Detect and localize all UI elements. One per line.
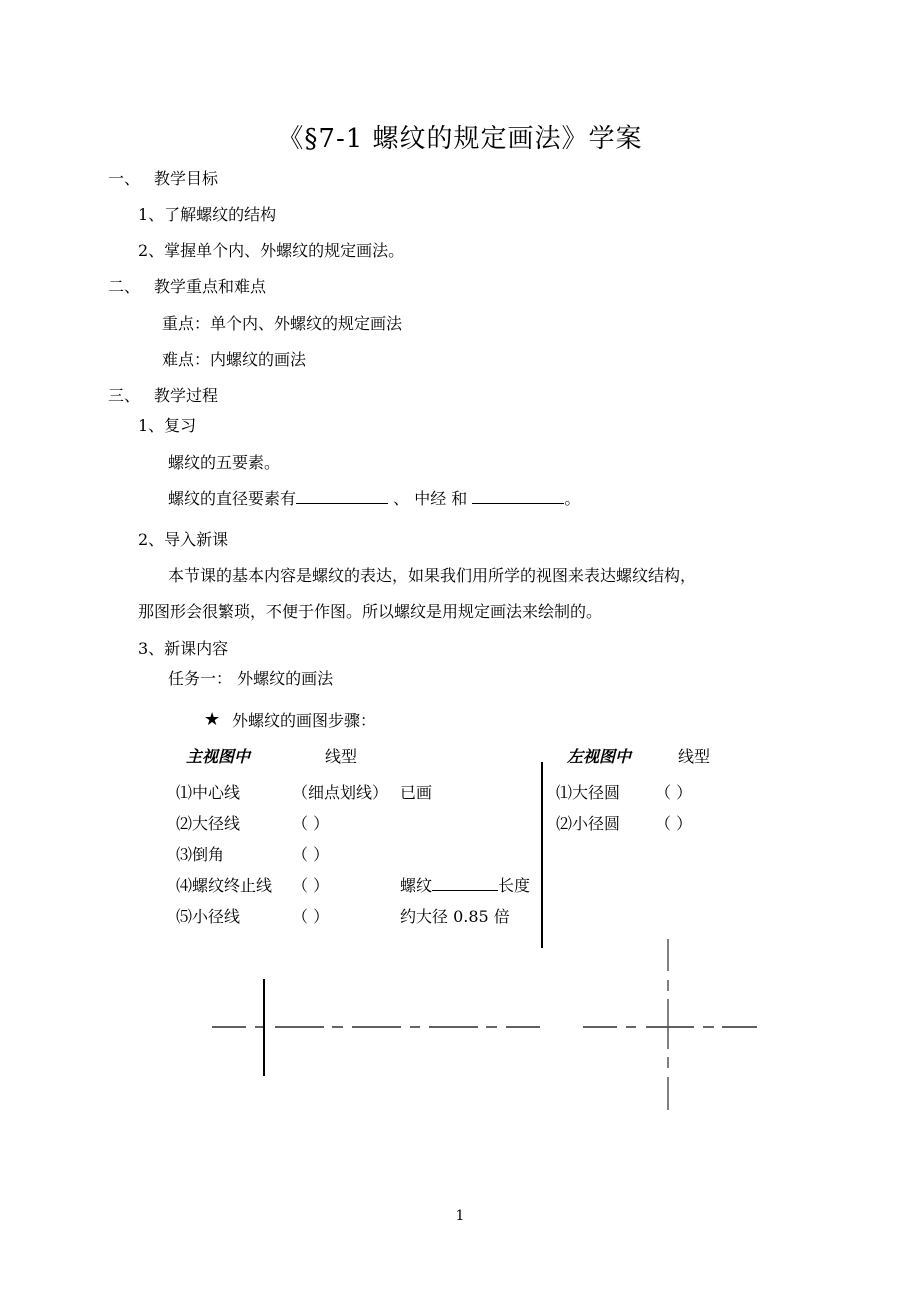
- intro-heading: 2、导入新课: [138, 530, 229, 549]
- main-view-line-type-label: 线型: [325, 747, 358, 766]
- section-3-heading: 教学过程: [154, 386, 219, 405]
- left-view-heading: 左视图中: [567, 747, 632, 766]
- document-title: 《§7-1 螺纹的规定画法》学案: [277, 124, 643, 154]
- section-2-heading: 教学重点和难点: [154, 277, 267, 296]
- task-one: 任务一： 外螺纹的画法: [168, 669, 334, 688]
- main-row-4-note-prefix: 螺纹: [400, 876, 433, 895]
- left-row-1-label: ⑴大径圆: [556, 783, 621, 802]
- section-2-number: 二、: [108, 277, 141, 296]
- review-heading: 1、复习: [138, 416, 197, 435]
- main-row-1-line-type: （细点划线）: [292, 783, 389, 802]
- key-point: 重点：单个内、外螺纹的规定画法: [162, 314, 403, 333]
- section-1-heading: 教学目标: [154, 169, 219, 188]
- main-row-1-label: ⑴中心线: [176, 783, 241, 802]
- intro-paragraph-line-1: 本节课的基本内容是螺纹的表达，如果我们用所学的视图来表达螺纹结构，: [168, 566, 697, 585]
- review-line-1: 螺纹的五要素。: [168, 453, 281, 472]
- review-line-2-end: 。: [564, 489, 581, 508]
- left-row-2-label: ⑵小径圆: [556, 814, 621, 833]
- steps-title: 外螺纹的画图步骤：: [232, 711, 377, 730]
- main-row-5-note: 约大径 0.85 倍: [400, 907, 510, 926]
- main-row-5-label: ⑸小径线: [176, 907, 241, 926]
- left-view-drawing: [583, 939, 757, 1110]
- new-content-heading: 3、新课内容: [138, 639, 229, 658]
- main-row-1-note: 已画: [400, 783, 433, 802]
- main-row-4-note-suffix: 长度: [498, 876, 531, 895]
- section-3-number: 三、: [108, 386, 141, 405]
- page-number: 1: [455, 1208, 465, 1224]
- objective-1: 1、了解螺纹的结构: [138, 205, 277, 224]
- section-1-number: 一、: [108, 169, 141, 188]
- left-view-line-type-label: 线型: [678, 747, 711, 766]
- main-view-heading: 主视图中: [186, 747, 251, 766]
- intro-paragraph-line-2: 那图形会很繁琐，不便于作图。所以螺纹是用规定画法来绘制的。: [138, 602, 603, 621]
- difficult-point: 难点：内螺纹的画法: [162, 350, 307, 369]
- main-row-4-line-type[interactable]: （ ）: [292, 876, 330, 895]
- objective-2: 2、掌握单个内、外螺纹的规定画法。: [138, 241, 405, 260]
- main-row-3-label: ⑶倒角: [176, 845, 225, 864]
- main-row-5-line-type[interactable]: （ ）: [292, 907, 330, 926]
- star-icon: ★: [204, 709, 221, 730]
- review-line-2-mid: 、 中经 和: [393, 489, 468, 508]
- main-row-4-label: ⑷螺纹终止线: [176, 876, 273, 895]
- review-line-2-prefix: 螺纹的直径要素有: [168, 489, 297, 508]
- main-row-2-label: ⑵大径线: [176, 814, 241, 833]
- left-row-1-line-type[interactable]: （ ）: [655, 783, 693, 802]
- left-row-2-line-type[interactable]: （ ）: [655, 814, 693, 833]
- main-row-2-line-type[interactable]: （ ）: [292, 814, 330, 833]
- main-row-3-line-type[interactable]: （ ）: [292, 845, 330, 864]
- main-view-drawing: [212, 979, 540, 1076]
